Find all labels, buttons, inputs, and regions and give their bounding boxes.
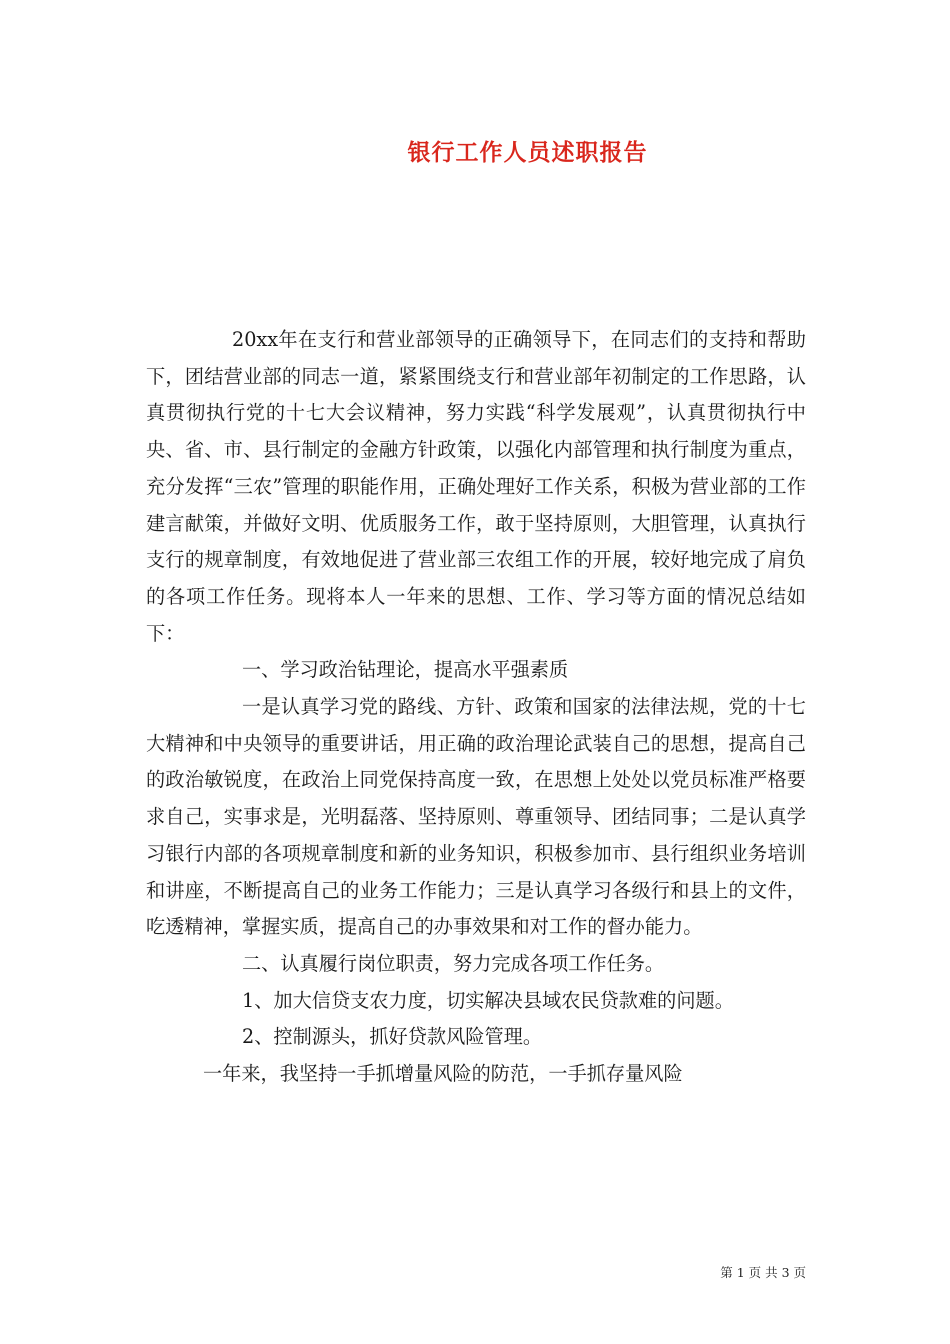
risk-paragraph: 一年来，我坚持一手抓增量风险的防范，一手抓存量风险	[203, 1062, 683, 1086]
intro-paragraph: 20xx年在支行和营业部领导的正确领导下，在同志们的支持和帮助下，团结营业部的同志一道，紧紧围绕支行和营业部年初制定的工作思路，认真贯彻执行党的十七大会议精神，努力实践“科学发展观”，认真贯彻执行中央、省、市、县行制定的金融方针政策，以强化内部管理和执行制度为重点，充分发挥“三农”管理的职能作用，正确处理好工作关系，积极为营业部的工作建言献策，并做好文明、优质服务工作，敢于坚持原则，大胆管理，认真执行支行的规章制度，有效地促进了营业部三农组工作的开展，较好地完成了肩负的各项工作任务。现将本人一年来的思想、工作、学习等方面的情况总结如下：	[146, 328, 806, 645]
page-number: 第 1 页 共 3 页	[720, 1265, 806, 1280]
section-heading-1: 一、学习政治钻理论，提高水平强素质	[242, 658, 569, 682]
document-body	[146, 322, 806, 1093]
item-1: 1、加大信贷支农力度，切实解决县域农民贷款难的问题。	[242, 988, 734, 1012]
item-2: 2、控制源头，抓好贷款风险管理。	[242, 1025, 543, 1049]
section-heading-2: 二、认真履行岗位职责，努力完成各项工作任务。	[242, 951, 665, 975]
document-title: 银行工作人员述职报告	[407, 139, 648, 166]
study-paragraph: 一是认真学习党的路线、方针、政策和国家的法律法规，党的十七大精神和中央领导的重要讲话，用正确的政治理论武装自己的思想，提高自己的政治敏锐度，在政治上同党保持高度一致，在思想上处处以党员标准严格要求自己，实事求是，光明磊落、坚持原则、尊重领导、团结同事；二是认真学习银行内部的各项规章制度和新的业务知识，积极参加市、县行组织业务培训和讲座，不断提高自己的业务工作能力；三是认真学习各级行和县上的文件，吃透精神，掌握实质，提高自己的办事效果和对工作的督办能力。	[146, 695, 806, 939]
